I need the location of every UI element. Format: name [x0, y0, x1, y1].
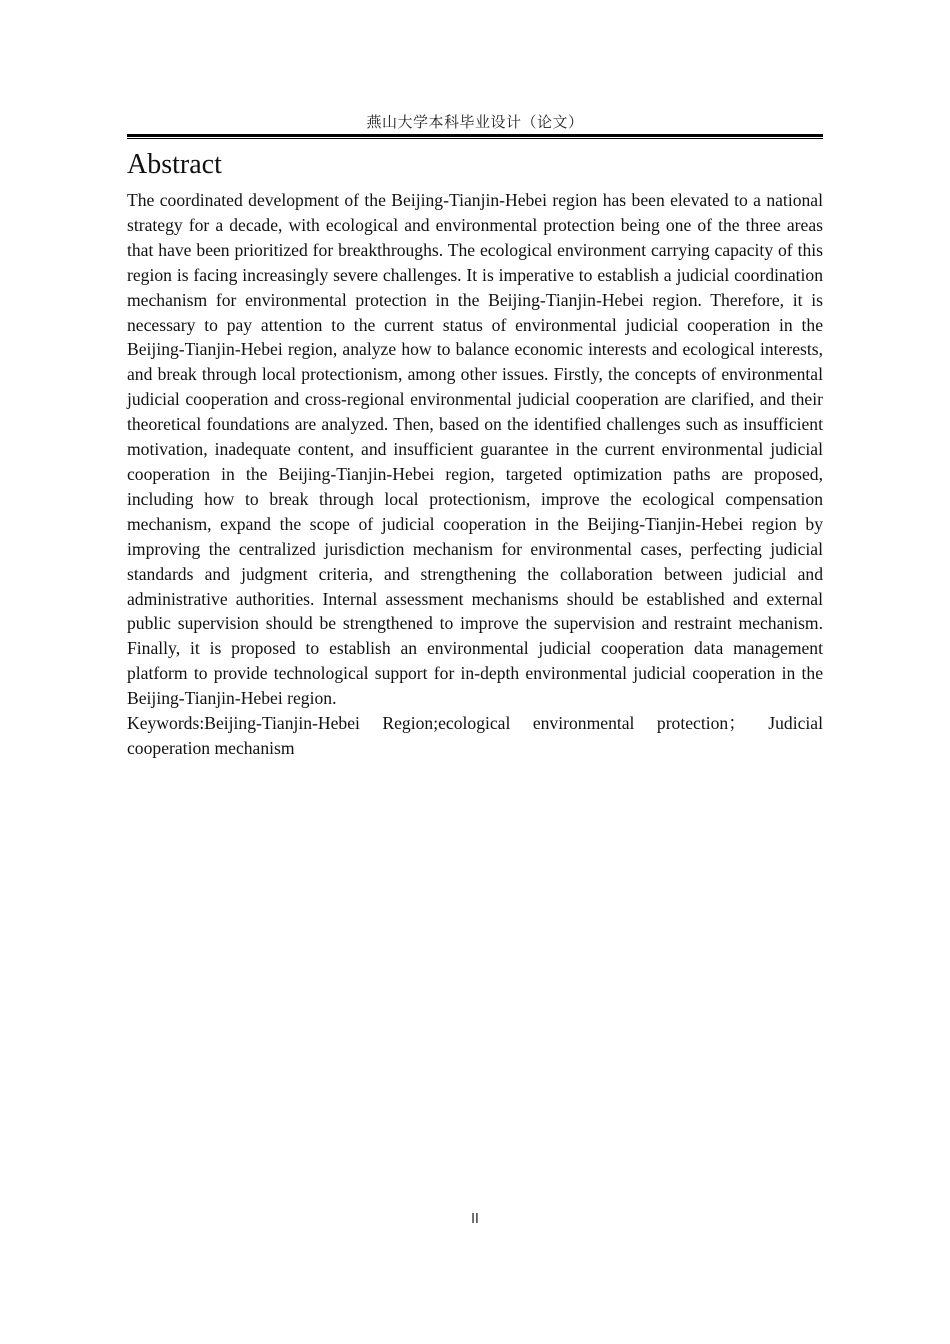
header-rule-thick [127, 134, 823, 137]
page-number: II [471, 1212, 479, 1227]
abstract-body: The coordinated development of the Beijing-Tianjin-Hebei region has been elevated to a national strategy for a decade, with ecological and environmental protection being one of the three areas that have been prioritized for breakthroughs. The ecological environment carrying capacity of this region is facing increasingly severe challenges. It is imperative to establish a judicial coordination mechanism for environmental protection in the Beijing-Tianjin-Hebei region. Therefore, it is necessary to pay attention to the current status of environmental judicial cooperation in the Beijing-Tianjin-Hebei region, analyze how to balance economic interests and ecological interests, and break through local protectionism, among other issues. Firstly, the concepts of environmental judicial cooperation and cross-regional environmental judicial cooperation are clarified, and their theoretical foundations are analyzed. Then, based on the identified challenges such as insufficient motivation, inadequate content, and insufficient guarantee in the current environmental judicial cooperation in the Beijing-Tianjin-Hebei region, targeted optimization paths are proposed, including how to break through local protectionism, improve the ecological compensation mechanism, expand the scope of judicial cooperation in the Beijing-Tianjin-Hebei region by improving the centralized jurisdiction mechanism for environmental cases, perfecting judicial standards and judgment criteria, and strengthening the collaboration between judicial and administrative authorities. Internal assessment mechanisms should be established and external public supervision should be strengthened to improve the supervision and restraint mechanism. Finally, it is proposed to establish an environmental judicial cooperation data management platform to provide technological support for in-depth environmental judicial cooperation in the Beijing-Tianjin-Hebei region. [127, 190, 823, 709]
abstract-heading: Abstract [127, 149, 222, 180]
running-header: 燕山大学本科毕业设计（论文） [366, 115, 584, 131]
abstract-section [127, 146, 823, 761]
keywords-line: Keywords:Beijing-Tianjin-Hebei Region;ecological environmental protection； Judicial cooperation mechanism [127, 713, 823, 758]
header-rule-thin [127, 138, 823, 139]
